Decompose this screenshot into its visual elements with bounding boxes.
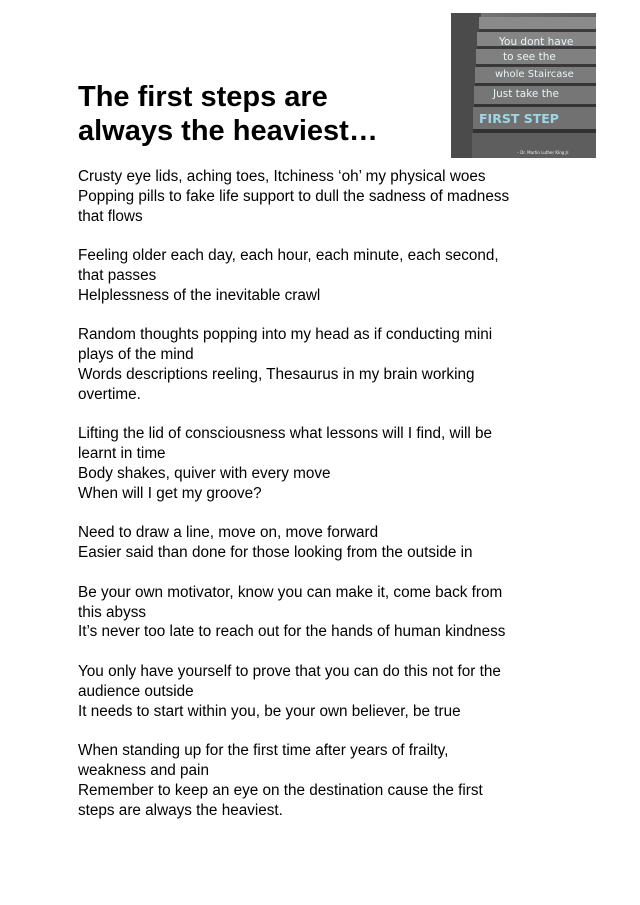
stanza-4 bbox=[78, 424, 578, 503]
poem-line: learnt in time bbox=[78, 445, 166, 463]
poem-line: that flows bbox=[78, 207, 143, 225]
poem-line: It needs to start within you, be your own believer, be true bbox=[78, 702, 461, 720]
poem-line: Need to draw a line, move on, move forward bbox=[78, 524, 379, 542]
image-attribution: – Dr. Martin Luther King Jr. bbox=[517, 150, 570, 155]
poem-line: steps are always the heaviest. bbox=[78, 801, 283, 819]
poem-line: You only have yourself to prove that you can do this not for the bbox=[78, 662, 501, 680]
poem-line: Easier said than done for those looking from the outside in bbox=[78, 544, 473, 562]
poem-line: weakness and pain bbox=[78, 761, 209, 779]
title-line-1: The first steps are bbox=[78, 81, 328, 113]
chalk-line-2: to see the bbox=[503, 51, 556, 63]
poem-line: audience outside bbox=[78, 682, 194, 700]
stanza-5 bbox=[78, 523, 578, 563]
poem-line: When will I get my groove? bbox=[78, 484, 262, 502]
poem-line: Remember to keep an eye on the destination cause the first bbox=[78, 781, 483, 799]
chalk-line-1: You dont have bbox=[499, 36, 574, 48]
chalk-line-5: FIRST STEP bbox=[479, 111, 559, 126]
staircase-illustration bbox=[451, 13, 596, 158]
poem-line: Random thoughts popping into my head as if conducting mini bbox=[78, 326, 493, 344]
stanza-8 bbox=[78, 741, 578, 820]
poem-line: Helplessness of the inevitable crawl bbox=[78, 286, 321, 304]
stanza-2 bbox=[78, 246, 578, 305]
poem-line: overtime. bbox=[78, 385, 141, 403]
poem-line: Be your own motivator, know you can make it, come back from bbox=[78, 583, 503, 601]
poem-line: this abyss bbox=[78, 603, 147, 621]
stanza-6 bbox=[78, 583, 578, 642]
title-line-2: always the heaviest… bbox=[78, 115, 378, 147]
chalk-line-3: whole Staircase bbox=[495, 69, 574, 80]
poem-title bbox=[78, 80, 438, 148]
poem-line: plays of the mind bbox=[78, 346, 194, 364]
poem-line: Feeling older each day, each hour, each minute, each second, bbox=[78, 247, 499, 265]
poem-line: Body shakes, quiver with every move bbox=[78, 464, 331, 482]
stanza-1 bbox=[78, 167, 578, 226]
poem-line: Popping pills to fake life support to dull the sadness of madness bbox=[78, 187, 510, 205]
staircase-photo bbox=[451, 13, 596, 158]
stanza-7 bbox=[78, 662, 578, 721]
poem-body bbox=[78, 167, 578, 840]
poem-line: Crusty eye lids, aching toes, Itchiness ‘oh’ my physical woes bbox=[78, 168, 486, 185]
poem-line: When standing up for the first time after years of frailty, bbox=[78, 742, 449, 760]
stanza-3 bbox=[78, 325, 578, 404]
chalk-line-4: Just take the bbox=[493, 88, 559, 100]
poem-line: that passes bbox=[78, 266, 157, 284]
poem-line: Lifting the lid of consciousness what lessons will I find, will be bbox=[78, 425, 493, 443]
poem-line: Words descriptions reeling, Thesaurus in my brain working bbox=[78, 365, 475, 383]
poem-line: It’s never too late to reach out for the hands of human kindness bbox=[78, 623, 506, 641]
